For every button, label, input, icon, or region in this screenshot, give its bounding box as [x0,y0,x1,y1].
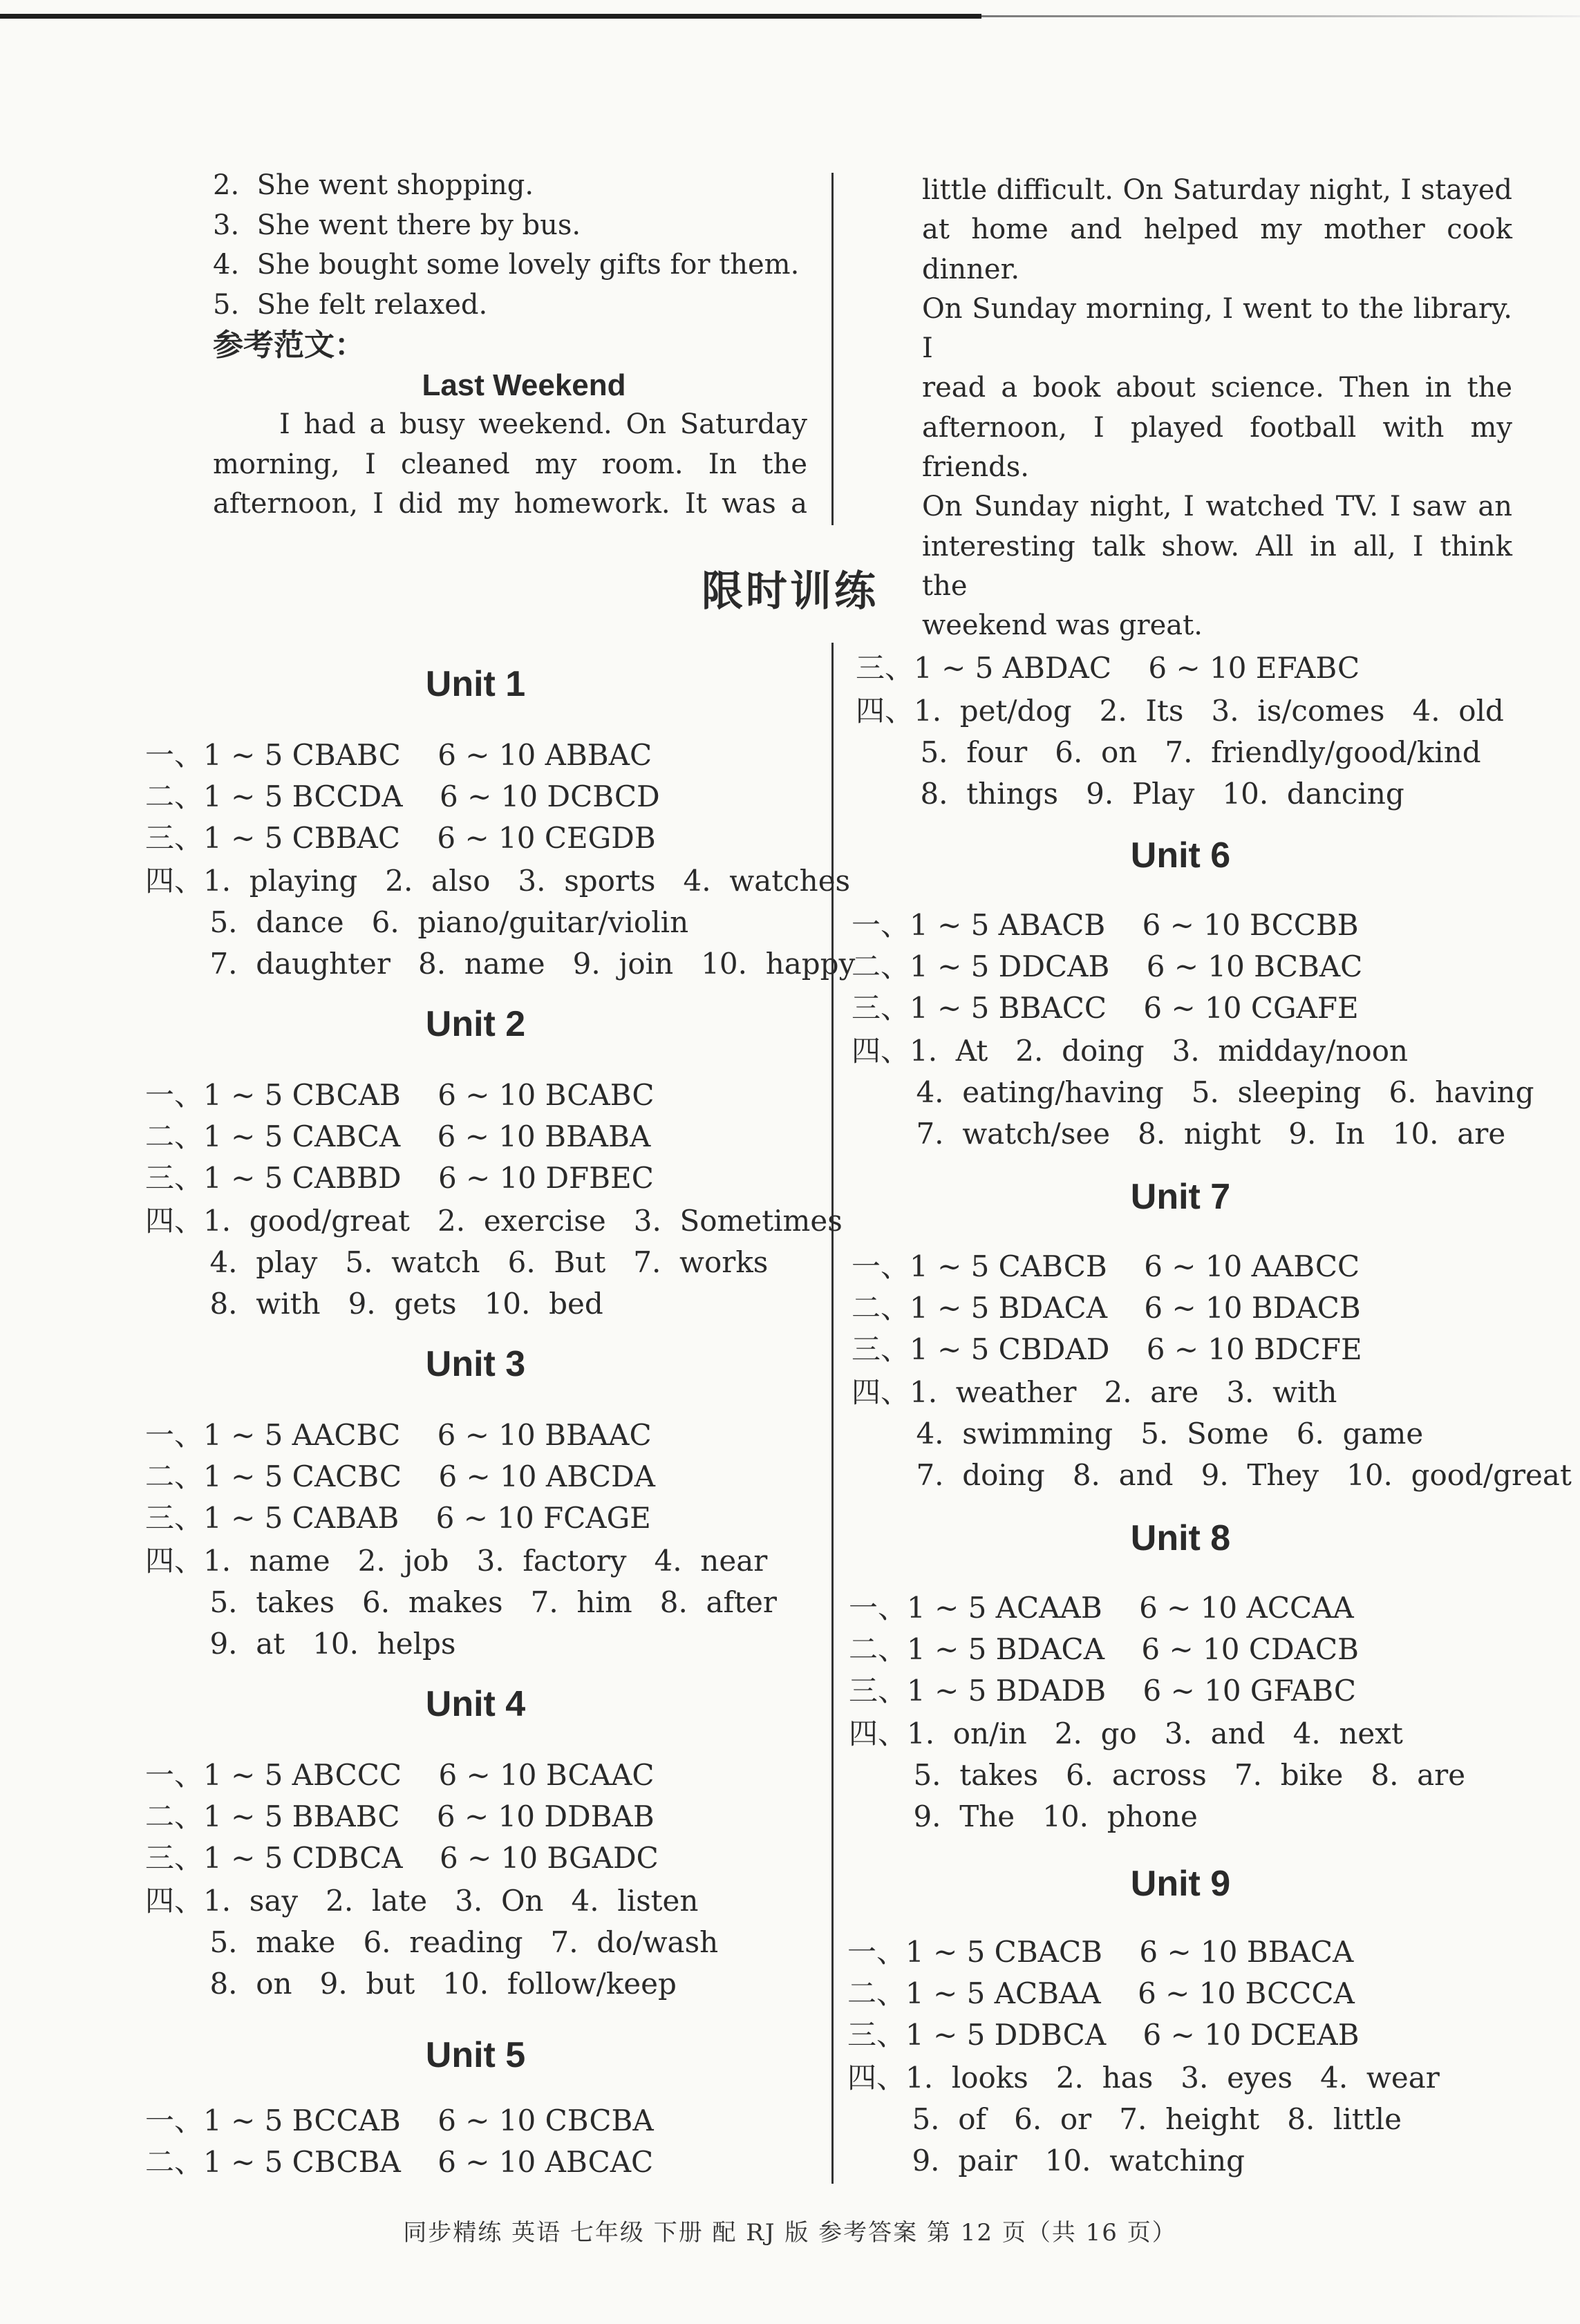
answer-line: 2. She went shopping. [213,169,534,201]
answer-row: 四、1. name 2. job 3. factory 4. near [145,1544,768,1578]
answer-row: 9. The 10. phone [849,1799,1198,1833]
answer-row: 二、1 ~ 5 BCCDA 6 ~ 10 DCBCD [145,780,660,813]
answer-row: 5. make 6. reading 7. do/wash [145,1925,719,1959]
page-footer: 同步精练 英语 七年级 下册 配 RJ 版 参考答案 第 12 页（共 16 页） [403,2219,1177,2247]
essay-line: I had a busy weekend. On Saturday [279,408,807,440]
answer-row: 四、1. looks 2. has 3. eyes 4. wear [847,2061,1440,2095]
answer-row: 一、1 ~ 5 ABCCC 6 ~ 10 BCAAC [145,1758,655,1792]
answer-row: 5. dance 6. piano/guitar/violin [145,905,689,939]
answer-row: 8. on 9. but 10. follow/keep [145,1967,677,2001]
answer-row: 8. with 9. gets 10. bed [145,1287,603,1321]
answer-row: 三、1 ~ 5 DDBCA 6 ~ 10 DCEAB [847,2018,1360,2052]
essay-title: Last Weekend [422,368,626,402]
answer-row: 四、1. playing 2. also 3. sports 4. watches [145,864,851,898]
essay-line: afternoon, I played football with my friends. [922,411,1512,484]
answer-row: 二、1 ~ 5 CBCBA 6 ~ 10 ABCAC [145,2145,654,2179]
unit-title: Unit 8 [1130,1518,1231,1558]
essay-line: weekend was great. [922,610,1203,642]
sample-essay-heading: 参考范文： [213,328,365,363]
answer-row: 三、1 ~ 5 BBACC 6 ~ 10 CGAFE [852,991,1359,1025]
section-title: 限时训练 [702,567,878,616]
top-rule-fade [981,15,1580,17]
essay-line: afternoon, I did my homework. It was a [213,488,807,520]
answer-row: 一、1 ~ 5 ACAAB 6 ~ 10 ACCAA [849,1591,1354,1625]
answer-row: 8. things 9. Play 10. dancing [856,777,1404,811]
answer-row: 4. eating/having 5. sleeping 6. having [852,1075,1534,1109]
answer-row: 一、1 ~ 5 AACBC 6 ~ 10 BBAAC [145,1418,652,1452]
answer-row: 一、1 ~ 5 CBABC 6 ~ 10 ABBAC [145,738,652,772]
unit-title: Unit 4 [425,1684,526,1724]
answer-row: 4. play 5. watch 6. But 7. works [145,1245,769,1279]
essay-line: On Sunday night, I watched TV. I saw an [922,491,1512,523]
unit-title: Unit 9 [1130,1864,1231,1904]
answer-row: 5. takes 6. makes 7. him 8. after [145,1585,777,1619]
answer-row: 四、1. on/in 2. go 3. and 4. next [849,1717,1403,1750]
answer-row: 三、1 ~ 5 CBDAD 6 ~ 10 BDCFE [852,1332,1362,1366]
intro-left-column [213,166,807,525]
answer-row: 5. of 6. or 7. height 8. little [847,2102,1402,2136]
answer-row: 7. doing 8. and 9. They 10. good/great [852,1458,1572,1492]
answer-row: 5. four 6. on 7. friendly/good/kind [856,735,1481,769]
answer-row: 三、1 ~ 5 CBBAC 6 ~ 10 CEGDB [145,821,656,855]
answer-row: 二、1 ~ 5 BBABC 6 ~ 10 DDBAB [145,1799,655,1833]
top-rule [0,14,981,19]
answer-row: 9. pair 10. watching [847,2144,1245,2177]
answer-row: 四、1. say 2. late 3. On 4. listen [145,1884,699,1918]
unit-title: Unit 6 [1130,835,1231,876]
essay-line: little difficult. On Saturday night, I stayed [922,174,1512,206]
answer-row: 二、1 ~ 5 BDACA 6 ~ 10 BDACB [852,1291,1361,1325]
answer-row: 三、1 ~ 5 CABBD 6 ~ 10 DFBEC [145,1161,654,1195]
unit-title: Unit 5 [425,2035,526,2075]
answer-row: 二、1 ~ 5 CACBC 6 ~ 10 ABCDA [145,1459,655,1493]
unit-title: Unit 3 [425,1344,526,1384]
answer-row: 二、1 ~ 5 ACBAA 6 ~ 10 BCCCA [847,1976,1355,2010]
answer-row: 二、1 ~ 5 BDACA 6 ~ 10 CDACB [849,1632,1359,1666]
answer-row: 5. takes 6. across 7. bike 8. are [849,1758,1466,1792]
answer-row: 7. daughter 8. name 9. join 10. happy [145,947,856,981]
unit-title: Unit 2 [425,1004,526,1044]
answer-row: 四、1. weather 2. are 3. with [852,1375,1337,1409]
answer-row: 三、1 ~ 5 CDBCA 6 ~ 10 BGADC [145,1841,659,1875]
answer-row: 三、1 ~ 5 BDADB 6 ~ 10 GFABC [849,1674,1357,1708]
answer-row: 二、1 ~ 5 DDCAB 6 ~ 10 BCBAC [852,950,1363,983]
answer-row: 三、1 ~ 5 ABDAC 6 ~ 10 EFABC [856,651,1360,685]
answer-row: 4. swimming 5. Some 6. game [852,1417,1424,1451]
answer-row: 一、1 ~ 5 CBACB 6 ~ 10 BBACA [847,1935,1354,1969]
answer-row: 四、1. At 2. doing 3. midday/noon [852,1034,1409,1068]
answer-line: 4. She bought some lovely gifts for them. [213,249,800,281]
unit-title: Unit 1 [425,664,526,704]
essay-line: morning, I cleaned my room. In the [213,448,807,480]
essay-line: interesting talk show. All in all, I think the [922,530,1512,602]
answer-row: 四、1. pet/dog 2. Its 3. is/comes 4. old [856,694,1504,728]
intro-column-divider [831,173,834,525]
essay-line: at home and helped my mother cook dinner. [922,214,1512,285]
answer-row: 一、1 ~ 5 BCCAB 6 ~ 10 CBCBA [145,2104,654,2137]
essay-line: On Sunday morning, I went to the library. I [922,292,1512,365]
answer-line: 5. She felt relaxed. [213,288,488,321]
answer-row: 一、1 ~ 5 CBCAB 6 ~ 10 BCABC [145,1078,655,1112]
answer-row: 一、1 ~ 5 CABCB 6 ~ 10 AABCC [852,1249,1360,1283]
answer-row: 一、1 ~ 5 ABACB 6 ~ 10 BCCBB [852,908,1359,942]
answer-row: 9. at 10. helps [145,1627,456,1661]
answer-row: 三、1 ~ 5 CABAB 6 ~ 10 FCAGE [145,1501,651,1535]
essay-line: read a book about science. Then in the [922,372,1512,404]
answer-line: 3. She went there by bus. [213,209,581,241]
answer-row: 四、1. good/great 2. exercise 3. Sometimes [145,1204,843,1238]
answer-row: 二、1 ~ 5 CABCA 6 ~ 10 BBABA [145,1120,651,1153]
answer-row: 7. watch/see 8. night 9. In 10. are [852,1117,1506,1151]
unit-title: Unit 7 [1130,1177,1231,1217]
